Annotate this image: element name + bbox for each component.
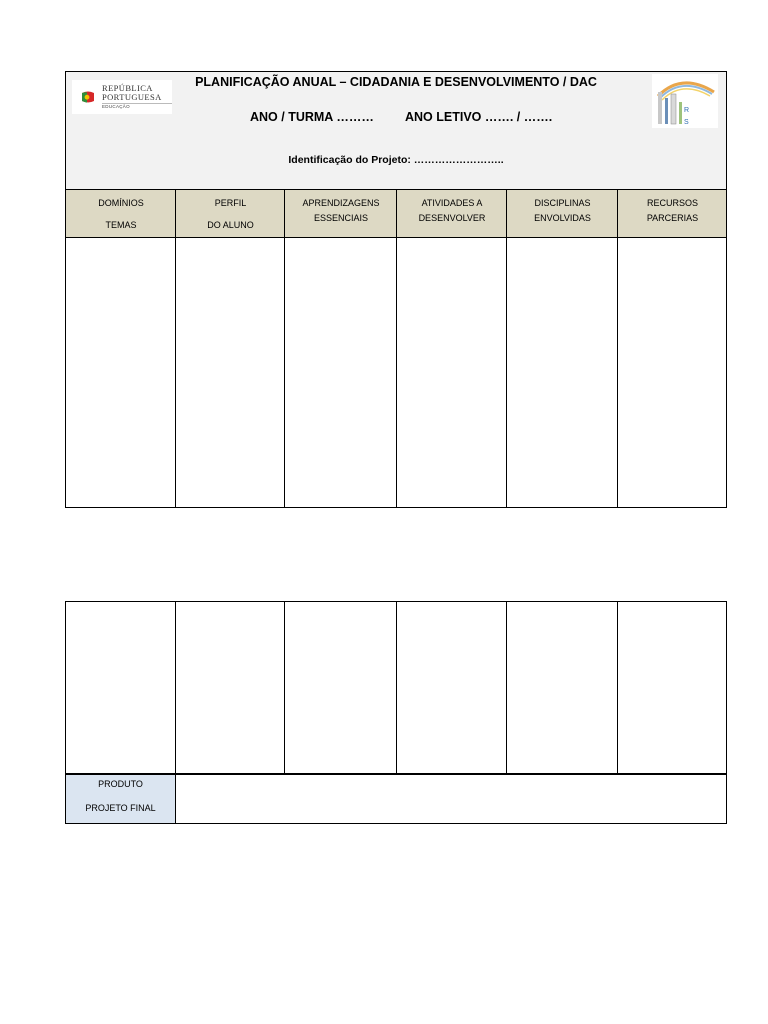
product-row — [66, 773, 726, 823]
column-divider — [617, 190, 618, 508]
column-header-line1: ATIVIDADES A — [421, 198, 483, 208]
column-divider — [617, 602, 618, 774]
logo-line-1: REPÚBLICA — [102, 83, 153, 94]
column-header-perfil — [176, 192, 285, 239]
product-label-line2: PROJETO FINAL — [85, 803, 156, 813]
column-divider — [506, 190, 507, 508]
product-label-cell — [66, 775, 176, 823]
column-header-dominios — [66, 192, 176, 239]
column-header-line1: RECURSOS — [646, 198, 698, 208]
column-divider — [396, 190, 397, 508]
column-header-line2: PARCERIAS — [646, 213, 699, 223]
document-title: PLANIFICAÇÃO ANUAL – CIDADANIA E DESENVOLVIMENTO / DAC — [195, 75, 597, 89]
project-identification: Identificação do Projeto: …………………….. — [288, 154, 504, 166]
column-header-atividades — [397, 196, 507, 243]
column-divider — [506, 602, 507, 774]
column-header-recursos — [618, 196, 727, 243]
column-header-line2: ESSENCIAIS — [313, 213, 369, 223]
continuation-table — [65, 601, 727, 824]
ano-letivo-field: ANO LETIVO ……. / ……. — [405, 110, 553, 124]
column-header-aprendizagens — [285, 196, 397, 243]
column-divider — [284, 602, 285, 774]
logo-line-3: EDUCAÇÃO — [102, 103, 172, 110]
portuguese-flag-icon — [80, 89, 96, 105]
column-header-line1: DISCIPLINAS — [534, 198, 591, 208]
planning-table — [65, 71, 727, 508]
school-logo-s: S — [684, 119, 689, 126]
column-header-line2: DESENVOLVER — [418, 213, 486, 223]
column-header-disciplinas — [507, 196, 618, 243]
product-label-line1: PRODUTO — [98, 779, 143, 789]
column-header-line2: ENVOLVIDAS — [534, 213, 591, 223]
column-divider — [175, 190, 176, 508]
column-header-line2: TEMAS — [105, 220, 137, 230]
school-logo-icon — [652, 74, 718, 128]
column-header-line1: PERFIL — [214, 198, 247, 208]
document-header — [66, 72, 726, 190]
column-header-line2: DO ALUNO — [207, 220, 254, 230]
school-logo-r: R — [684, 107, 690, 114]
column-divider — [284, 190, 285, 508]
logo-line-2: PORTUGUESA — [102, 91, 162, 102]
column-header-line1: DOMÍNIOS — [98, 198, 144, 208]
column-divider — [396, 602, 397, 774]
column-header-line1: APRENDIZAGENS — [302, 198, 380, 208]
ano-turma-field: ANO / TURMA ……… — [250, 110, 374, 124]
school-logo — [652, 74, 718, 128]
